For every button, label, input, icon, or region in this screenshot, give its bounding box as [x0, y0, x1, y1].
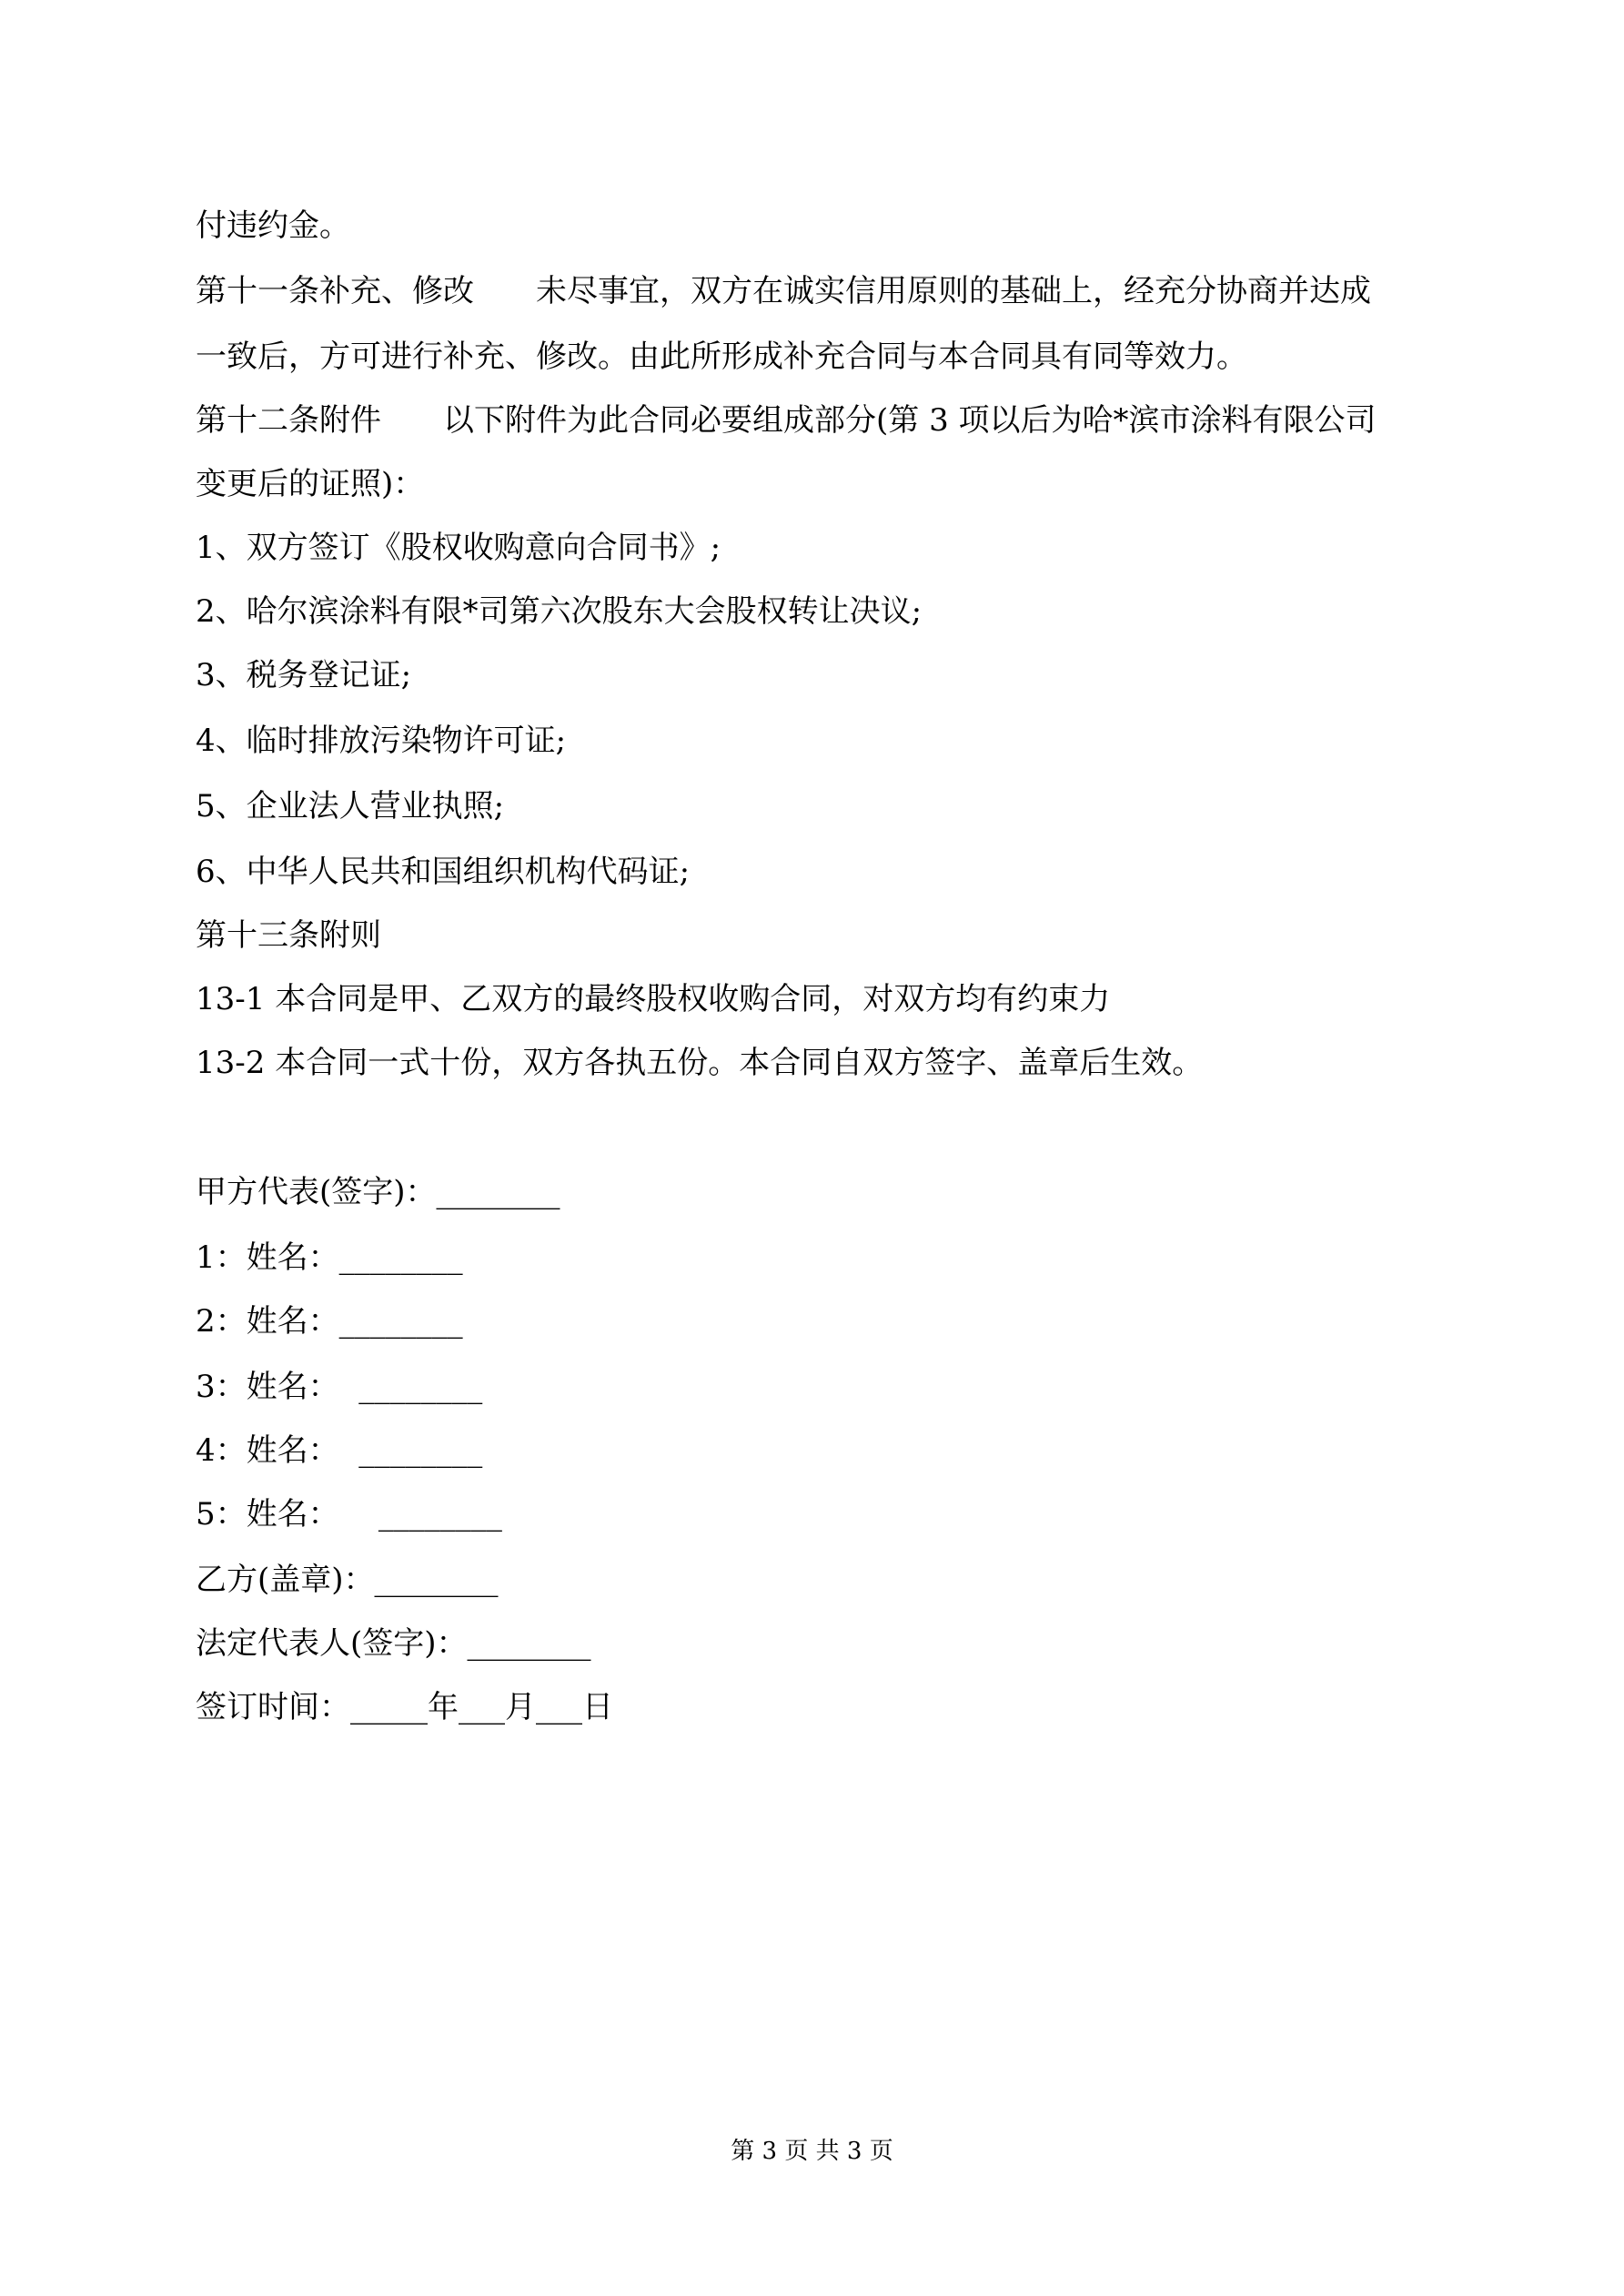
clause-13-1: 13-1 本合同是甲、乙双方的最终股权收购合同，对双方均有约束力 — [196, 981, 1111, 1017]
signatory-name-1: 1：姓名：________ — [196, 1239, 463, 1276]
attachment-item-6: 6、中华人民共和国组织机构代码证; — [196, 854, 691, 890]
attachment-item-5: 5、企业法人营业执照; — [196, 788, 505, 824]
party-b-seal: 乙方(盖章)：________ — [196, 1562, 499, 1598]
attachment-item-1: 1、双方签订《股权收购意向合同书》; — [196, 530, 721, 566]
article-12-heading-line: 第十二条附件 以下附件为此合同必要组成部分(第 3 项以后为哈*滨市涂料有限公司 — [196, 402, 1377, 439]
article-12-continuation: 变更后的证照)： — [196, 466, 425, 502]
attachment-item-2: 2、哈尔滨涂料有限*司第六次股东大会股权转让决议; — [196, 593, 923, 630]
legal-representative-signature: 法定代表人(签字)：________ — [196, 1625, 591, 1662]
article-11-continuation: 一致后，方可进行补充、修改。由此所形成补充合同与本合同具有同等效力。 — [196, 339, 1247, 375]
article-13-heading: 第十三条附则 — [196, 917, 381, 954]
clause-13-2: 13-2 本合同一式十份，双方各执五份。本合同自双方签字、盖章后生效。 — [196, 1045, 1204, 1081]
party-a-representative-signature: 甲方代表(签字)：________ — [196, 1174, 560, 1210]
signatory-name-2: 2：姓名：________ — [196, 1303, 463, 1340]
signatory-name-3: 3：姓名： ________ — [196, 1369, 483, 1405]
signatory-name-4: 4：姓名： ________ — [196, 1432, 483, 1469]
attachment-item-3: 3、税务登记证; — [196, 657, 412, 693]
signing-date: 签订时间：_____年___月___日 — [196, 1689, 613, 1725]
page-number: 第 3 页 共 3 页 — [731, 2138, 893, 2165]
signatory-name-5: 5：姓名： ________ — [196, 1496, 502, 1532]
attachment-item-4: 4、临时排放污染物许可证; — [196, 723, 567, 759]
article-11-heading-line: 第十一条补充、修改 未尽事宜，双方在诚实信用原则的基础上，经充分协商并达成 — [196, 273, 1371, 309]
text-line-penalty-end: 付违约金。 — [196, 207, 350, 244]
